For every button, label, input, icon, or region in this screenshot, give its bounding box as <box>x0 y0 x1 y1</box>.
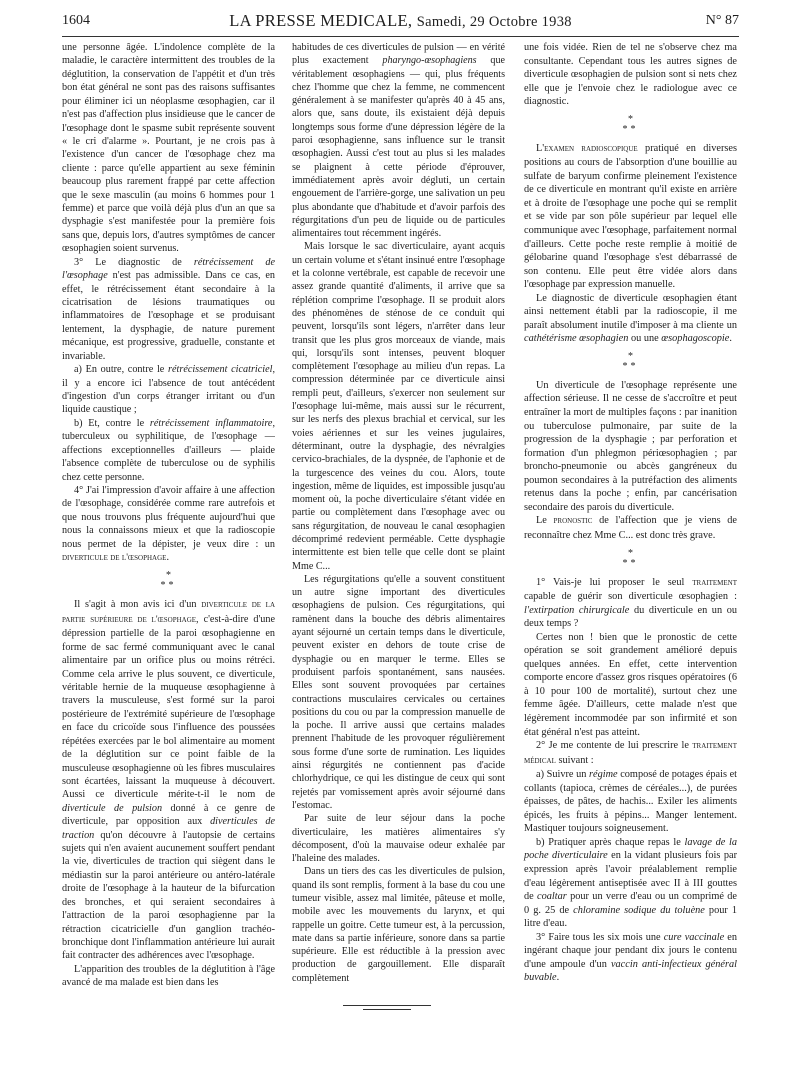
italic-term: lavage de la poche diverticulaire <box>524 836 737 862</box>
end-rule <box>343 1005 431 1006</box>
small-caps-term: diverticule de l'œsophage <box>62 553 167 564</box>
text-run: , il y a encore ici l'absence de tout antécédent d'ingestion d'un corps étranger irritant ou d'un liquide caustique ; <box>62 364 275 416</box>
italic-term: l'extirpation chirurgicale <box>524 604 630 616</box>
small-caps-term: diverticule de la partie supérieure de l'œsophage <box>62 600 275 625</box>
text-run: pour un verre d'eau ou un comprimé de 0 g. 25 de <box>524 891 738 916</box>
paragraph <box>524 379 737 514</box>
text-run: suivant : <box>555 754 594 766</box>
small-caps-term: pronostic <box>553 516 593 527</box>
section-separator: * ** <box>160 570 177 592</box>
text-run: ou une <box>628 333 662 345</box>
text-run: 2° Je me contente de lui prescrire le <box>536 740 693 752</box>
text-run: en ingérant chaque jour pendant dix jours le contenu d'une ampoule d'un <box>524 931 737 970</box>
text-run: L' <box>536 142 545 154</box>
text-run: habitudes de ces diverticules de pulsion — en vérité plus exactement <box>292 42 505 67</box>
text-run: capable de guérir son diverticule œsophagien : <box>524 591 737 603</box>
paragraph <box>292 41 505 240</box>
paragraph <box>292 812 505 865</box>
section-separator: * ** <box>622 113 639 135</box>
issue-date: Samedi, 29 Octobre 1938 <box>416 14 572 30</box>
italic-term: diverticule de pulsion <box>62 802 163 814</box>
text-run: b) Pratiquer après chaque repas le <box>536 836 685 848</box>
italic-term: cathétérisme œsophagien <box>524 333 629 345</box>
italic-term: régime <box>589 769 618 781</box>
text-run: pour 1 litre d'eau. <box>524 904 738 930</box>
text-run: en la vidant plusieurs fois par expression après l'avoir préalablement remplie d'eau légèrement antiseptisée avec II à III gouttes de <box>524 850 738 903</box>
paragraph <box>62 484 275 566</box>
text-run: , tuberculeux ou syphilitique, de l'œsophage — affections exceptionnelles d'ailleurs — plaide l'absence complète de tuberculose ou de syphilis chez cette personne. <box>62 417 275 483</box>
paragraph <box>524 514 737 542</box>
text-column-3 <box>524 41 737 985</box>
text-run: que véritablement œsophagiens — qui, plus fréquents chez l'homme que chez la femme, ne commencent généralement à se manifester qu'après 40 à 45 ans, alors que, sans doute, ils existaient déjà depuis longtemps sous forme d'une dépression légère de la paroi œsophagienne, sans influence sur le transit œsophagien. Aussi c'est tout au plus si les malades se plaignent à cette période d'éprouver, immédiatement après avoir dégluti, un certain engouement de l'arrière-gorge, une salivation un peu plus abondante que d'habitude et d'avoir parfois des régurgitations d'un peu de liquide ou de particules alimentaires tout récemment ingérés. <box>292 55 505 240</box>
issue-number: N° 87 <box>705 13 739 28</box>
text-run: 4° J'ai l'impression d'avoir affaire à une affection de l'œsophage, considérée comme rare autrefois et que nous trouvons plus fréquente aujourd'hui que nous la connaissons mieux et que la radioscopie nous permet de la dépister, je veux dire : un <box>62 484 275 550</box>
text-run: L'apparition des troubles de la déglutition à l'âge avancé de ma malade est bien dans les <box>62 963 275 989</box>
paragraph <box>524 576 737 631</box>
text-run: de l'affection que je viens de reconnaître chez Mme C... est donc très grave. <box>524 515 737 541</box>
text-run: 1° Vais-je lui proposer le seul <box>536 576 693 588</box>
paragraph <box>524 931 737 985</box>
text-run: n'est pas admissible. Dans ce cas, en effet, le rétrécissement étant secondaire à la cicatrisation de lésions traumatiques ou inflammatoires de l'œsophage et se produisant lentement, la dysphagie, de nature purement mécanique, est progressive, graduelle, constante et invariable. <box>62 270 275 362</box>
italic-term: rétrécissement inflammatoire <box>149 417 273 429</box>
paragraph <box>292 240 505 572</box>
paragraph <box>524 41 737 109</box>
text-run: Par suite de leur séjour dans la poche diverticulaire, les matières alimentaires s'y décomposent, d'où la mauvaise odeur exhalée par l'haleine des malades. <box>292 813 505 865</box>
text-run: une fois vidée. Rien de tel ne s'observe chez ma consultante. Cependant tous les autres signes de diverticule œsophagien de pulsion sont si nets chez elle que je l'envoie chez le radiologue avec ce diagnostic. <box>524 42 737 108</box>
text-run: Dans un tiers des cas les diverticules de pulsion, quand ils sont remplis, forment à la base du cou une tumeur visible, assez mal limitée, pâteuse et molle, mobile avec les mouvements du larynx, et qui rappelle un goitre. Cette tumeur est, à la percussion, mate dans sa partie inférieure, sonore dans sa partie supérieure. Elle est réductible à la pression avec production de gargouillement. Elle disparaît complètement <box>292 866 505 984</box>
text-run: Certes non ! bien que le pronostic de cette opération se soit grandement amélioré depuis quelques années. En effet, cette intervention comporte encore d'assez gros risques opératoires (6 à 10 pour 100 de mortalité), surtout chez une femme âgée. D'ailleurs, cette malade n'est que légèrement incommodée par son infirmité et son état général n'est pas atteint. <box>524 631 737 738</box>
text-run: . <box>556 972 560 984</box>
text-run: a) Suivre un <box>536 769 590 781</box>
text-run: , c'est-à-dire d'une dépression partielle de la paroi œsophagienne en forme de sac fermé communiquant avec le canal alimentaire par un orifice plus ou moins rétréci. Comme cela arrive le plus souvent, ce diverticule, véritable hernie de la muqueuse œsophagienne à travers la musculeuse, s'est formé sur la paroi postérieure de l'extrémité supérieure de l'œsophage en face du cricoïde sous l'influence des poussées répétées exercées par le bol alimentaire au moment de la déglutition sur ce point faible de la musculeuse œsophagienne où les fibres musculaires sont écartées, laissant la muqueuse à découvert. Aussi ce diverticule mérite-t-il le nom de <box>62 613 275 801</box>
italic-term: rétrécissement cicatriciel <box>168 364 273 376</box>
text-run: a) En outre, contre le <box>74 364 169 376</box>
text-run: Le <box>536 515 554 527</box>
text-run: qu'on découvre à l'autopsie de certains sujets qui n'en avaient aucunement souffert pendant la vie, diverticules de traction qui siègent dans le médiastin sur la paroi antérieure ou antéro-latérale droite de l'œsophage à la hauteur de la bifurcation des bronches, et qui seraient secondaires à l'attraction de la paroi œsophagienne par la rétraction cicatricielle d'un ganglion trachéo-bronchique dont l'inflammation antérieure lui aurait fait contracter des adhérences avec l'œsophage. <box>62 829 275 962</box>
italic-term: pharyngo-œsophagiens <box>382 55 477 67</box>
end-rule-short <box>363 1009 411 1010</box>
section-separator: * ** <box>622 547 639 569</box>
small-caps-term: examen radioscopique <box>544 143 638 154</box>
text-run: Mais lorsque le sac diverticulaire, ayant acquis un certain volume et s'étant insinué entre l'œsophage et la colonne vertébrale, est capable de recevoir une assez grande quantité d'aliments, il arrive que sa réplétion comprime l'œsophage. Il se produit alors des phénomènes de sténose de ce conduit qui peuvent, lorsqu'ils sont légers, n'arrêter dans leur transit que les plus gros morceaux de viande, mais qui, lorsqu'ils sont intenses, peuvent bloquer complètement l'œsophage au milieu d'un repas. La compression déterminée par ce diverticule ainsi rempli peut, d'ailleurs, s'exercer non seulement sur l'œsophage lui-même, mais aussi sur le récurrent, sur les nerfs des plexus brachial et cervical, sur les voies aériennes et sur les veines jugulaires, déterminant, outre la dysphagie, des névralgies cervico-brachiales, de la dyspnée, de l'aphonie et de la turgescence des veines du cou. Alors, toute ingestion, même de liquides, est impossible jusqu'au moment où, la poche diverticulaire s'étant vidée en partie ou complètement dans l'œsophage avec ou sans régurgitation, de nouveau le canal œsophagien décomprimé redevient perméable. Cette dysphagie intermittente est bien telle que celle dont se plaint Mme C... <box>292 241 505 572</box>
paragraph <box>62 598 275 962</box>
italic-term: vaccin anti-infectieux général buvable <box>524 958 737 984</box>
small-caps-term: traitement médical <box>524 741 737 766</box>
section-separator: * ** <box>622 350 639 372</box>
text-run: pratiqué en diverses positions au cours de l'absorption d'une bouillie au sulfate de baryum confirme pleinement l'existence de ce diverticule en montrant qu'il existe en arrière et à droite de l'œsophage une poche qui se remplit et se vide par son pôle supérieur par lequel elle communique avec l'œsophage, parfaitement normal d'ailleurs. Cette poche reste remplie à moitié de gélobarine quand l'œsophage s'est débarrassé de son contenu. Elle peut être vidée alors dans l'œsophage par expression manuelle. <box>524 142 737 291</box>
page-header <box>62 10 739 37</box>
text-run: Il s'agit à mon avis ici d'un <box>74 599 202 611</box>
paragraph <box>62 256 275 363</box>
text-run: Le diagnostic de diverticule œsophagien étant ainsi nettement établi par la radioscopie, il me paraît absolument inutile d'imposer à ma cliente un <box>524 292 737 331</box>
paragraph <box>62 963 275 990</box>
paragraph <box>524 739 737 768</box>
text-run: composé de potages épais et collants (tapioca, crèmes de céréales...), de purées épaisses, de pâtes, de hachis... Exiler les aliments épicés, les fruits à pépins... Manger lentement. Mastiquer toujours soigneusement. <box>524 769 738 835</box>
text-run: . <box>166 552 169 564</box>
text-run: du diverticule en un ou deux temps ? <box>524 604 738 630</box>
text-run: b) Et, contre le <box>74 417 150 429</box>
paragraph <box>62 363 275 417</box>
paragraph <box>524 768 737 836</box>
text-run: 3° Le diagnostic de <box>74 256 194 268</box>
italic-term: coaltar <box>537 891 567 903</box>
text-column-1 <box>62 41 275 990</box>
paragraph <box>292 865 505 985</box>
text-column-2 <box>292 41 505 985</box>
page-number: 1604 <box>62 13 90 28</box>
text-run: . <box>729 333 732 345</box>
italic-term: cure vaccinale <box>663 931 725 943</box>
journal-name: LA PRESSE MEDICALE, <box>229 11 413 30</box>
paragraph <box>524 631 737 739</box>
paragraph <box>62 417 275 484</box>
paragraph <box>524 836 737 931</box>
paragraph <box>524 142 737 292</box>
text-run: Un diverticule de l'œsophage représente une affection sérieuse. Il ne cesse de s'accroître et peut entraîner la mort de multiples façons : par inanition ou tuberculose pulmonaire, par suite de la progression de la dysphagie ; par perforation et formation d'un phlegmon périœsophagien ; par broncho-pneumonie ou abcès gangréneux du poumon secondaires à la putréfaction des aliments retenus dans la poche ; enfin, par cancérisation secondaire des parois du diverticule. <box>524 379 737 513</box>
paragraph <box>62 41 275 256</box>
text-run: une personne âgée. L'indolence complète de la maladie, le caractère intermittent des troubles de la déglutition, la conservation de l'appétit et d'un très bon état général ne sont pas des raisons suffisantes pour éliminer ici un néoplasme œsophagien, car il n'est pas d'affection plus insidieuse que le cancer de l'œsophage dont le spasme subit représente souvent « le cri d'alarme ». Pourtant, je ne crois pas à l'existence d'un cancer de l'œsophage chez ma cliente : parce qu'elle appartient au sexe féminin beaucoup plus rarement frappé par cette affection que le sexe masculin (au moins 6 hommes pour 1 femme) et parce que voilà déjà plus d'un an que sa dysphagie s'est manifestée pour la première fois sans que, depuis lors, d'autres symptômes de cancer œsophagien soient survenus. <box>62 42 275 255</box>
journal-title <box>62 11 739 31</box>
text-run: donné à ce genre de diverticule, par opposition aux <box>62 802 275 828</box>
text-run: Les régurgitations qu'elle a souvent constituent un autre signe important des diverticules œsophagiens de pulsion. Ces régurgitations, qui ramènent dans la bouche des débris alimentaires ayant séjourné un certain temps dans le diverticule, peuvent exister en dehors de toute crise de dysphagie ou en marquer le terme. Elles se produisent parfois spontanément, sans nausées. Elles sont souvent provoquées par certaines contractions musculaires cervicales ou certaines positions du cou ou par la compression manuelle de la poche. Il arrive aussi que certains malades prennent l'habitude de les provoquer régulièrement sous forme d'une sorte de rumination. Les liquides ainsi régurgités ne contiennent pas d'acide chlorhydrique, ce qui les distingue de ceux qui sont rejetés par vomissement après avoir séjourné dans l'estomac. <box>292 573 505 811</box>
paragraph <box>524 292 737 346</box>
paragraph <box>292 573 505 812</box>
small-caps-term: traitement <box>692 577 737 588</box>
italic-term: œsophagoscopie <box>661 333 730 345</box>
italic-term: chloramine sodique du toluène <box>573 904 705 916</box>
italic-term: rétrécissement de l'œsophage <box>62 256 275 282</box>
italic-term: diverticules de traction <box>62 816 276 841</box>
text-run: 3° Faire tous les six mois une <box>536 931 664 943</box>
